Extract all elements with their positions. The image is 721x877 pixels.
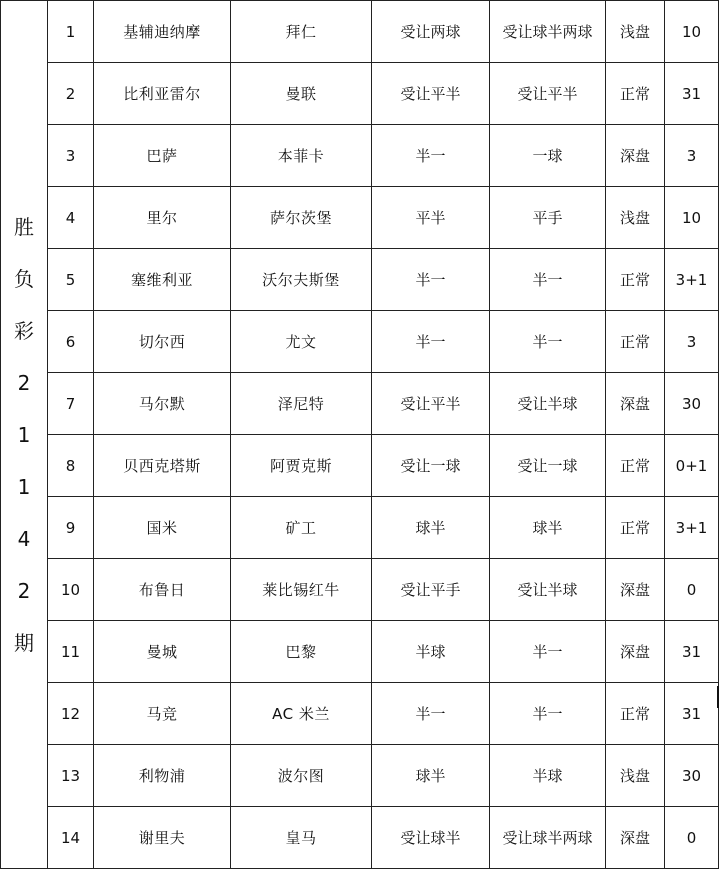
away-team-cell: 矿工 xyxy=(231,497,372,559)
table-row xyxy=(1,373,719,435)
home-team-cell: 塞维利亚 xyxy=(94,249,231,311)
away-team-cell: 沃尔夫斯堡 xyxy=(231,249,372,311)
handicap-a-cell: 球半 xyxy=(372,497,490,559)
handicap-a-cell: 平半 xyxy=(372,187,490,249)
home-team-cell: 谢里夫 xyxy=(94,807,231,869)
value-cell: 10 xyxy=(665,187,719,249)
table-row xyxy=(1,497,719,559)
handicap-b-cell: 受让平半 xyxy=(490,63,606,125)
home-team-cell: 利物浦 xyxy=(94,745,231,807)
period-label-char: 1 xyxy=(17,474,31,499)
away-team-cell: 拜仁 xyxy=(231,1,372,63)
handicap-a-cell: 受让一球 xyxy=(372,435,490,497)
value-cell: 3+1 xyxy=(665,249,719,311)
home-team-cell: 里尔 xyxy=(94,187,231,249)
handicap-a-cell: 受让平半 xyxy=(372,373,490,435)
category-cell: 正常 xyxy=(606,683,665,745)
table-row xyxy=(1,745,719,807)
handicap-b-cell: 半一 xyxy=(490,621,606,683)
category-cell: 正常 xyxy=(606,497,665,559)
category-cell: 深盘 xyxy=(606,621,665,683)
handicap-a-cell: 受让平手 xyxy=(372,559,490,621)
table-row xyxy=(1,1,719,63)
value-cell: 0+1 xyxy=(665,435,719,497)
period-label-char: 2 xyxy=(17,370,31,395)
home-team-cell: 国米 xyxy=(94,497,231,559)
handicap-b-cell: 受让一球 xyxy=(490,435,606,497)
away-team-cell: 巴黎 xyxy=(231,621,372,683)
handicap-b-cell: 球半 xyxy=(490,497,606,559)
category-cell: 深盘 xyxy=(606,559,665,621)
home-team-cell: 马尔默 xyxy=(94,373,231,435)
match-number-cell: 1 xyxy=(48,1,94,63)
side-tick-mark xyxy=(717,686,719,708)
match-number-cell: 6 xyxy=(48,311,94,373)
period-label-char: 4 xyxy=(17,526,31,551)
handicap-b-cell: 半一 xyxy=(490,683,606,745)
match-number-cell: 10 xyxy=(48,559,94,621)
value-cell: 3 xyxy=(665,125,719,187)
table-row xyxy=(1,559,719,621)
handicap-a-cell: 受让球半 xyxy=(372,807,490,869)
match-number-cell: 12 xyxy=(48,683,94,745)
table-row xyxy=(1,621,719,683)
category-cell: 正常 xyxy=(606,435,665,497)
home-team-cell: 切尔西 xyxy=(94,311,231,373)
handicap-a-cell: 球半 xyxy=(372,745,490,807)
period-label-cell xyxy=(1,1,48,869)
match-number-cell: 3 xyxy=(48,125,94,187)
handicap-b-cell: 平手 xyxy=(490,187,606,249)
handicap-b-cell: 受让球半两球 xyxy=(490,1,606,63)
table-row xyxy=(1,311,719,373)
value-cell: 30 xyxy=(665,745,719,807)
value-cell: 31 xyxy=(665,683,719,745)
handicap-b-cell: 受让球半两球 xyxy=(490,807,606,869)
match-number-cell: 7 xyxy=(48,373,94,435)
handicap-b-cell: 半一 xyxy=(490,249,606,311)
table-body xyxy=(1,1,719,869)
category-cell: 正常 xyxy=(606,249,665,311)
period-label-char: 胜 xyxy=(14,214,34,239)
period-label-char: 期 xyxy=(14,630,34,655)
value-cell: 3+1 xyxy=(665,497,719,559)
table-row xyxy=(1,187,719,249)
table-row xyxy=(1,125,719,187)
handicap-a-cell: 半球 xyxy=(372,621,490,683)
handicap-b-cell: 半球 xyxy=(490,745,606,807)
match-number-cell: 11 xyxy=(48,621,94,683)
away-team-cell: 阿贾克斯 xyxy=(231,435,372,497)
category-cell: 正常 xyxy=(606,311,665,373)
period-label xyxy=(1,214,47,656)
away-team-cell: 波尔图 xyxy=(231,745,372,807)
value-cell: 10 xyxy=(665,1,719,63)
handicap-a-cell: 受让平半 xyxy=(372,63,490,125)
match-number-cell: 13 xyxy=(48,745,94,807)
home-team-cell: 基辅迪纳摩 xyxy=(94,1,231,63)
handicap-a-cell: 半一 xyxy=(372,125,490,187)
value-cell: 30 xyxy=(665,373,719,435)
category-cell: 深盘 xyxy=(606,125,665,187)
table-row xyxy=(1,683,719,745)
period-label-char: 彩 xyxy=(14,318,34,343)
home-team-cell: 曼城 xyxy=(94,621,231,683)
home-team-cell: 贝西克塔斯 xyxy=(94,435,231,497)
handicap-a-cell: 受让两球 xyxy=(372,1,490,63)
category-cell: 浅盘 xyxy=(606,1,665,63)
table-row xyxy=(1,435,719,497)
handicap-b-cell: 受让半球 xyxy=(490,559,606,621)
away-team-cell: 尤文 xyxy=(231,311,372,373)
handicap-a-cell: 半一 xyxy=(372,249,490,311)
handicap-a-cell: 半一 xyxy=(372,683,490,745)
away-team-cell: 萨尔茨堡 xyxy=(231,187,372,249)
away-team-cell: AC 米兰 xyxy=(231,683,372,745)
value-cell: 0 xyxy=(665,559,719,621)
handicap-a-cell: 半一 xyxy=(372,311,490,373)
match-number-cell: 5 xyxy=(48,249,94,311)
away-team-cell: 曼联 xyxy=(231,63,372,125)
home-team-cell: 马竞 xyxy=(94,683,231,745)
category-cell: 浅盘 xyxy=(606,745,665,807)
period-label-char: 1 xyxy=(17,422,31,447)
match-number-cell: 2 xyxy=(48,63,94,125)
match-number-cell: 9 xyxy=(48,497,94,559)
away-team-cell: 本菲卡 xyxy=(231,125,372,187)
match-number-cell: 4 xyxy=(48,187,94,249)
home-team-cell: 巴萨 xyxy=(94,125,231,187)
match-number-cell: 14 xyxy=(48,807,94,869)
away-team-cell: 莱比锡红牛 xyxy=(231,559,372,621)
away-team-cell: 泽尼特 xyxy=(231,373,372,435)
period-label-char: 2 xyxy=(17,578,31,603)
table-row xyxy=(1,249,719,311)
table-row xyxy=(1,807,719,869)
period-label-char: 负 xyxy=(14,266,34,291)
away-team-cell: 皇马 xyxy=(231,807,372,869)
value-cell: 0 xyxy=(665,807,719,869)
category-cell: 浅盘 xyxy=(606,187,665,249)
handicap-b-cell: 半一 xyxy=(490,311,606,373)
value-cell: 3 xyxy=(665,311,719,373)
home-team-cell: 比利亚雷尔 xyxy=(94,63,231,125)
category-cell: 深盘 xyxy=(606,807,665,869)
handicap-b-cell: 受让半球 xyxy=(490,373,606,435)
home-team-cell: 布鲁日 xyxy=(94,559,231,621)
category-cell: 正常 xyxy=(606,63,665,125)
handicap-b-cell: 一球 xyxy=(490,125,606,187)
match-number-cell: 8 xyxy=(48,435,94,497)
value-cell: 31 xyxy=(665,621,719,683)
category-cell: 深盘 xyxy=(606,373,665,435)
table-row xyxy=(1,63,719,125)
value-cell: 31 xyxy=(665,63,719,125)
